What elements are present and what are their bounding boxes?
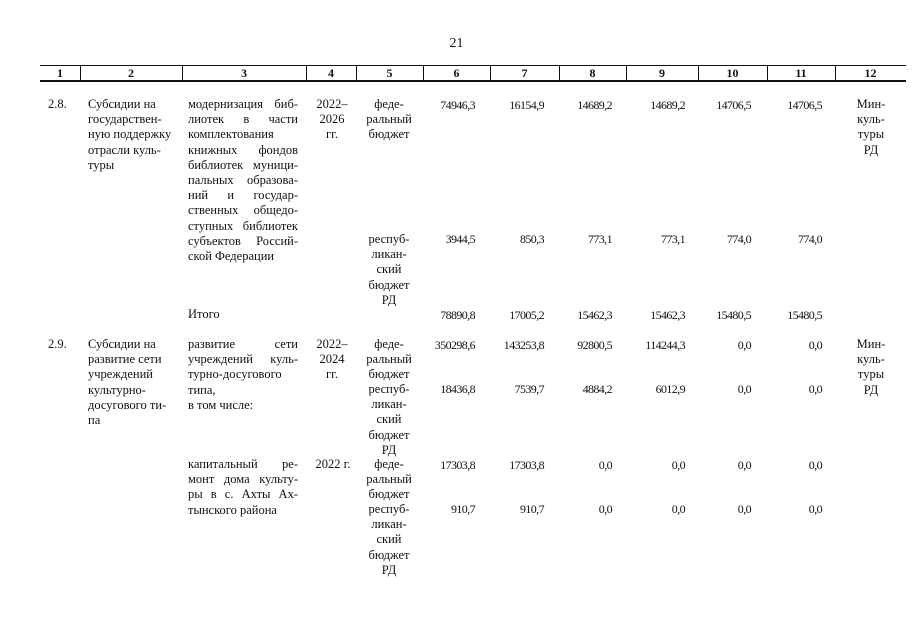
value-cell: 0,0 [808,338,822,352]
measure-description-line: субъектов Россий- [188,233,298,248]
funding-source-line: ликан- [371,397,407,412]
value-cell: 774,0 [726,232,751,246]
value-cell: 0,0 [808,502,822,516]
period-line: 2022– [316,97,348,111]
executor-line: Мин- [856,337,886,351]
funding-source-line: респуб- [368,502,410,516]
measure-description-line: тынского района [188,502,277,517]
header-cell: 12 [864,66,877,80]
period-line: 2022– [316,337,348,351]
value-cell: 0,0 [671,502,685,516]
measure-name-line: досугового ти- [88,397,167,412]
value-cell: 6012,9 [655,382,685,396]
funding-source-line: феде- [374,337,404,351]
value-cell: 910,7 [450,502,475,516]
value-cell: 14689,2 [577,98,612,112]
period-line: 2024 [319,352,345,367]
measure-description-line: книжных фондов [188,142,298,157]
header-cell: 9 [659,66,665,80]
value-cell: 14706,5 [787,98,822,112]
value-cell: 15462,3 [650,308,685,322]
funding-source-line: бюджет [368,427,410,442]
period-line: 2026 [319,112,345,127]
funding-source-line: ликан- [371,247,407,262]
measure-name-line: учреждений [88,367,153,382]
total-label: Итого [188,307,220,321]
header-cell: 5 [386,66,393,80]
measure-name-line: отрасли куль- [88,142,161,157]
period-line: гг. [326,367,338,382]
measure-description-line: развитие сети [188,337,298,351]
measure-name-line: туры [88,157,115,172]
funding-source-line: бюджет [368,277,410,292]
measure-name-line: культурно- [88,382,146,397]
header-cell: 4 [328,66,334,80]
funding-source-line: феде- [374,457,404,471]
measure-description-line: пальных образова- [188,173,298,187]
funding-source-line: ский [376,412,402,427]
funding-source-line: респуб- [368,232,410,246]
value-cell: 773,1 [660,232,685,246]
funding-source-line: бюджет [368,127,410,142]
funding-source-line: ский [376,532,402,547]
measure-description-line: библиотек муници- [188,157,298,172]
header-cell: 3 [241,66,247,80]
value-cell: 3944,5 [445,232,475,246]
executor-line: РД [863,382,879,397]
value-cell: 773,1 [587,232,612,246]
executor-line: куль- [857,112,885,127]
measure-description-line: лиотек в части [188,112,298,127]
funding-source-line: РД [381,562,397,577]
value-cell: 74946,3 [440,98,475,112]
value-cell: 0,0 [737,382,751,396]
measure-description-line: капитальный ре- [188,457,298,471]
executor-line: туры [857,367,885,382]
value-cell: 0,0 [737,502,751,516]
executor-line: туры [857,127,885,142]
executor-line: Мин- [856,97,886,111]
value-cell: 78890,8 [440,308,475,322]
value-cell: 0,0 [671,458,685,472]
measure-description-line: типа, [188,382,216,397]
value-cell: 910,7 [519,502,544,516]
value-cell: 143253,8 [503,338,544,352]
value-cell: 0,0 [737,458,751,472]
row-number: 2.8. [48,97,67,111]
funding-source-line: РД [381,442,397,457]
value-cell: 17303,8 [440,458,475,472]
funding-source-line: ральный [366,352,412,367]
value-cell: 17005,2 [509,308,544,322]
value-cell: 0,0 [737,338,751,352]
measure-name-line: па [88,413,101,427]
value-cell: 114244,3 [645,338,685,352]
measure-name-line: ную поддержку [88,127,172,142]
value-cell: 350298,6 [434,338,475,352]
header-cell: 2 [128,66,134,80]
header-cell: 1 [57,66,63,80]
header-cell: 6 [453,66,460,80]
funding-source-line: ральный [366,472,412,487]
header-cell: 10 [726,66,739,80]
header-bottom-rule [40,80,906,82]
measure-description-line: ры в с. Ахты Ах- [188,487,298,502]
measure-name-line: Субсидии на [88,337,156,351]
value-cell: 774,0 [797,232,822,246]
value-cell: 14689,2 [650,98,685,112]
value-cell: 7539,7 [514,382,544,396]
measure-name-line: государствен- [88,112,162,127]
funding-source-line: респуб- [368,382,410,396]
measure-description-line: ской Федерации [188,249,275,263]
value-cell: 0,0 [598,458,612,472]
measure-description-line: ственных общедо- [188,203,298,218]
funding-source-line: бюджет [368,547,410,562]
value-cell: 17303,8 [509,458,544,472]
value-cell: 0,0 [808,458,822,472]
value-cell: 15480,5 [716,308,751,322]
measure-description-line: в том числе: [188,397,254,412]
header-cell: 11 [795,66,807,80]
measure-name-line: Субсидии на [88,97,156,111]
value-cell: 92800,5 [577,338,612,352]
period-line: гг. [326,127,338,142]
funding-source-line: бюджет [368,487,410,502]
funding-source-line: ликан- [371,517,407,532]
executor-line: РД [863,142,879,157]
value-cell: 15462,3 [577,308,612,322]
funding-source-line: ральный [366,112,412,127]
measure-description-line: ний и государ- [188,188,298,203]
row-number: 2.9. [48,337,67,351]
value-cell: 15480,5 [787,308,822,322]
funding-source-line: бюджет [368,367,410,382]
funding-source-line: феде- [374,97,404,111]
measure-description-line: модернизация биб- [188,97,298,111]
value-cell: 0,0 [598,502,612,516]
measure-name-line: развитие сети [88,352,162,367]
measure-description-line: учреждений куль- [188,352,298,367]
header-cell: 8 [589,66,596,80]
value-cell: 4884,2 [582,382,612,396]
funding-source-line: ский [376,262,402,277]
page-number: 21 [449,36,464,51]
value-cell: 850,3 [519,232,544,246]
value-cell: 18436,8 [440,382,475,396]
funding-source-line: РД [381,292,397,307]
value-cell: 14706,5 [716,98,751,112]
value-cell: 16154,9 [509,98,544,112]
measure-description-line: турно-досугового [188,367,282,382]
value-cell: 0,0 [808,382,822,396]
period-line: 2022 г. [315,457,351,471]
measure-description-line: комплектования [188,127,274,142]
measure-description-line: ступных библиотек [188,218,298,233]
executor-line: куль- [857,352,885,367]
header-cell: 7 [521,66,528,80]
measure-description-line: монт дома культу- [188,472,298,487]
